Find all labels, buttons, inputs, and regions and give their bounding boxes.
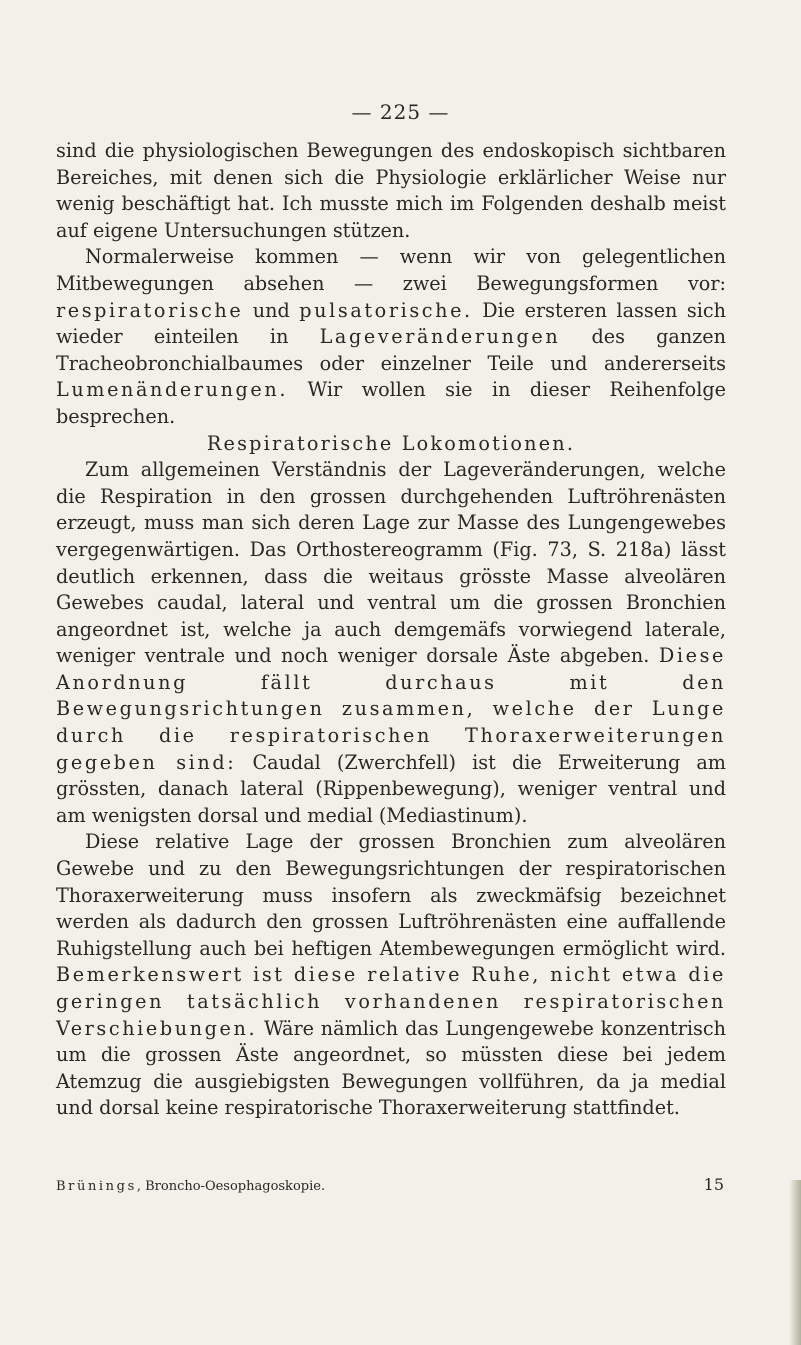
spaced-term-lageveraenderungen: Lageveränderungen xyxy=(319,325,561,349)
spaced-emphasis: Bemerkenswert ist diese relative Ruhe, nicht etwa die geringen tatsächlich vorhandenen respiratorischen Verschiebungen. xyxy=(56,963,726,1040)
paragraph-4 xyxy=(56,829,726,1122)
paragraph-3-text: Caudal (Zwerchfell) ist die Erweiterung am grössten, danach lateral (Rippenbewegung), weniger ventral und am wenigsten dorsal und medial (Mediastinum). xyxy=(56,750,727,827)
page-number: — 225 — xyxy=(351,100,450,124)
page-footer xyxy=(56,1175,726,1194)
paragraph-3 xyxy=(56,457,726,829)
paragraph-3-text: Zum allgemeinen Verständnis der Lageveränderungen, welche die Respiration in den grossen durchgehenden Luftröhrenästen erzeugt, muss man sich deren Lage zur Masse des Lungengewebes vergegenwärtigen. Das Orthostereogramm (Fig. 73, S. 218a) lässt deutlich erkennen, dass die weitaus grösste Masse alveolären Gewebes caudal, lateral und ventral um die grossen Bronchien angeordnet ist, welche ja auch demgemäfs vorwiegend laterale, weniger ventrale und noch weniger dorsale Äste abgeben. xyxy=(56,458,726,668)
section-heading: Respiratorische Lokomotionen. xyxy=(206,431,576,455)
footer-author: Brünings xyxy=(56,1179,137,1194)
paragraph-2-text: und xyxy=(243,298,300,322)
spaced-term-respiratorische: respiratorische xyxy=(56,298,244,322)
paragraph-2-text: Die ersteren lassen sich wieder einteilen in xyxy=(56,298,726,349)
paragraph-2-text: Wir wollen sie in dieser Reihenfolge besprechen. xyxy=(56,378,726,428)
paragraph-1: sind die physiologischen Bewegungen des endoskopisch sichtbaren Bereiches, mit denen sich die Physiologie erklärlicher Weise nur wenig beschäftigt hat. Ich musste mich im Folgenden deshalb meist auf eigene Untersuchungen stützen. xyxy=(56,139,726,242)
spaced-emphasis: Diese Anordnung fällt durchaus mit den Bewegungsrichtungen zusammen, welche der Lunge durch die respiratorischen Thoraxerweiterungen gegeben sind: xyxy=(56,644,726,774)
paragraph-4-text: Diese relative Lage der grossen Bronchien zum alveolären Gewebe und zu den Bewegungsrichtungen der respiratorischen Thoraxerweiterung muss insofern als zweckmäfsig bezeichnet werden als dadurch den grossen Luftröhrenästen eine auffallende Ruhigstellung auch bei heftigen Atembewegungen ermöglicht wird. xyxy=(56,830,726,960)
paragraph-2-text: des ganzen Tracheobronchialbaumes oder einzelner Teile und andererseits xyxy=(56,325,726,375)
paragraph-2-text: Normalerweise kommen — wenn wir von gelegentlichen Mitbewegungen absehen — zwei Bewegungsformen vor: xyxy=(56,245,726,295)
footer-citation xyxy=(56,1179,325,1194)
footer-signature: 15 xyxy=(703,1175,724,1194)
footer-title: , Broncho-Oesophagoskopie. xyxy=(136,1179,326,1194)
spaced-term-pulsatorische: pulsatorische. xyxy=(299,298,473,322)
page-edge-stain xyxy=(789,1180,801,1345)
paragraph-4-text: Wäre nämlich das Lungengewebe konzentrisch um die grossen Äste angeordnet, so müssten diese bei jedem Atemzug die ausgiebigsten Bewegungen vollführen, da ja medial und dorsal keine respiratorische Thoraxerweiterung stattfindet. xyxy=(56,1016,726,1120)
text-body xyxy=(56,138,726,1122)
paragraph-2 xyxy=(56,244,726,430)
spaced-term-lumenaenderungen: Lumenänderungen. xyxy=(56,378,289,402)
